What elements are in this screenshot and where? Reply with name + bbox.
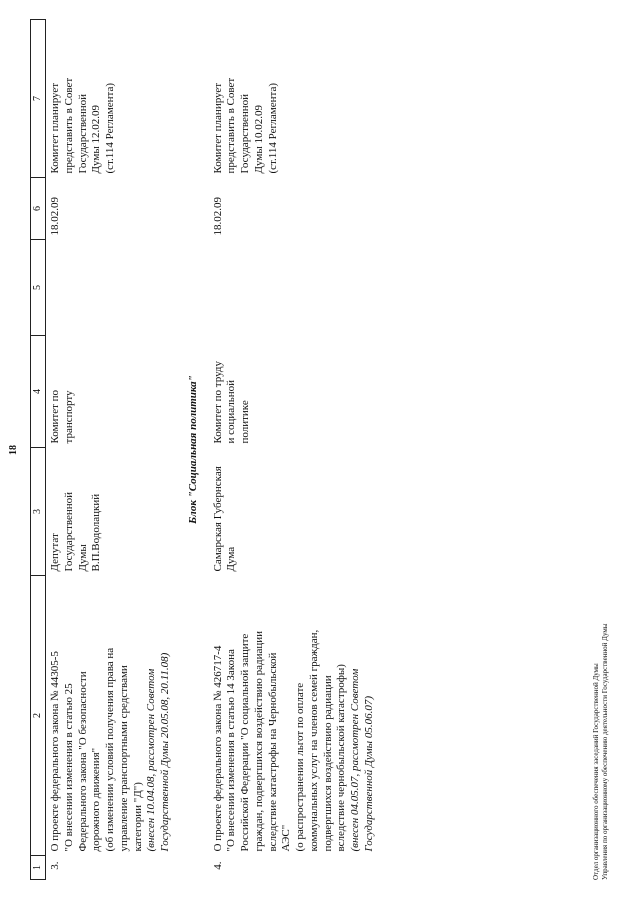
header-col-5: 5 (31, 240, 46, 336)
remark-line: (ст.114 Регламента) (266, 82, 279, 174)
remark-line: представить в Совет (225, 77, 238, 174)
remark-line: представить в Совет (62, 77, 75, 174)
committee-line: транспорту (62, 390, 75, 444)
column-5-cell (46, 240, 179, 336)
title-line: подвергшихся воздействию радиации (321, 675, 334, 852)
header-col-4: 4 (31, 336, 46, 448)
bill-author (209, 448, 383, 576)
footer-line: Отдел организационного обеспечения заседаний Государственной Думы (592, 663, 600, 880)
block-title: Блок "Социальная политика" (186, 375, 199, 524)
title-line: категории "Д") (131, 782, 144, 852)
title-line: коммунальных услуг на членов семей граждан, (307, 629, 320, 852)
committee-line: политике (239, 400, 251, 444)
bill-author (46, 448, 179, 576)
bill-title (46, 576, 179, 856)
author-line: Дума (225, 546, 238, 572)
title-line: (о распространении льгот по оплате (294, 682, 306, 852)
note-line: (внесен 04.05.07, рассмотрен Советом (349, 668, 361, 852)
remark-line: Комитет планирует (49, 82, 61, 174)
remark-cell (209, 20, 383, 178)
committee-line: Комитет по (49, 389, 61, 444)
note-line: (внесен 10.04.08, рассмотрен Советом (145, 668, 158, 852)
footer-note (592, 624, 610, 880)
column-5-cell (209, 240, 383, 336)
author-line: Думы (76, 544, 89, 572)
header-col-7: 7 (31, 20, 46, 178)
author-line: Государственной (62, 491, 75, 572)
title-line: "О внесении изменения в статью 25 (62, 683, 75, 852)
title-line: АЭС" (280, 824, 293, 852)
remark-line: Государственной (76, 93, 89, 174)
date-cell: 18.02.09 (211, 197, 224, 236)
row-number: 4. (211, 861, 224, 870)
header-col-6: 6 (31, 178, 46, 240)
date-cell: 18.02.09 (49, 197, 61, 236)
committee-line: и социальной (225, 379, 238, 444)
header-col-3: 3 (31, 448, 46, 576)
title-line: управление транспортными средствами (117, 665, 130, 852)
header-col-2: 2 (31, 576, 46, 856)
header-row (31, 20, 46, 880)
document-table-frame (30, 20, 570, 880)
title-line: вследствие чернобыльской катастрофы) (335, 664, 348, 852)
table-row (209, 20, 383, 880)
table-row (46, 20, 179, 880)
title-line: О проекте федерального закона № 426717-4 (211, 645, 224, 852)
title-line: (об изменении условий получения права на (104, 647, 116, 852)
note-line: Государственной Думы 05.06.07) (362, 695, 375, 852)
title-line: Федерального закона "О безопасности (76, 671, 89, 852)
committee-line: Комитет по труду (211, 360, 224, 444)
page-number: 18 (8, 445, 19, 455)
title-line: дорожного движения" (90, 747, 103, 852)
remark-line: Комитет планирует (211, 82, 224, 174)
author-line: Самарская Губернская (211, 466, 224, 572)
author-line: Депутат (49, 533, 61, 572)
title-line: Российской Федерации "О социальной защите (239, 633, 251, 852)
remark-line: Думы 12.02.09 (90, 105, 103, 174)
note-line: Государственной Думы 20.05.08, 20.11.08) (159, 652, 171, 852)
header-col-1: 1 (31, 856, 46, 880)
responsible-committee (209, 336, 383, 448)
remark-line: Государственной (239, 93, 251, 174)
footer-line: Управления по организационному обеспечению деятельности Государственной Думы (600, 623, 609, 880)
block-heading-row (179, 20, 209, 880)
responsible-committee (46, 336, 179, 448)
title-line: граждан, подвергшихся воздействию радиации (252, 630, 265, 852)
title-line: "О внесении изменения в статью 14 Закона (225, 649, 238, 852)
row-number: 3. (49, 861, 61, 870)
remark-line: (ст.114 Регламента) (104, 82, 116, 174)
remark-line: Думы 10.02.09 (252, 105, 265, 174)
remark-cell (46, 20, 179, 178)
title-line: О проекте федерального закона № 44305-5 (49, 651, 61, 852)
title-line: вследствие катастрофы на Чернобыльской (266, 652, 279, 852)
author-line: В.П.Водолацкий (90, 493, 103, 572)
bill-title (209, 576, 383, 856)
schedule-table (30, 19, 383, 880)
